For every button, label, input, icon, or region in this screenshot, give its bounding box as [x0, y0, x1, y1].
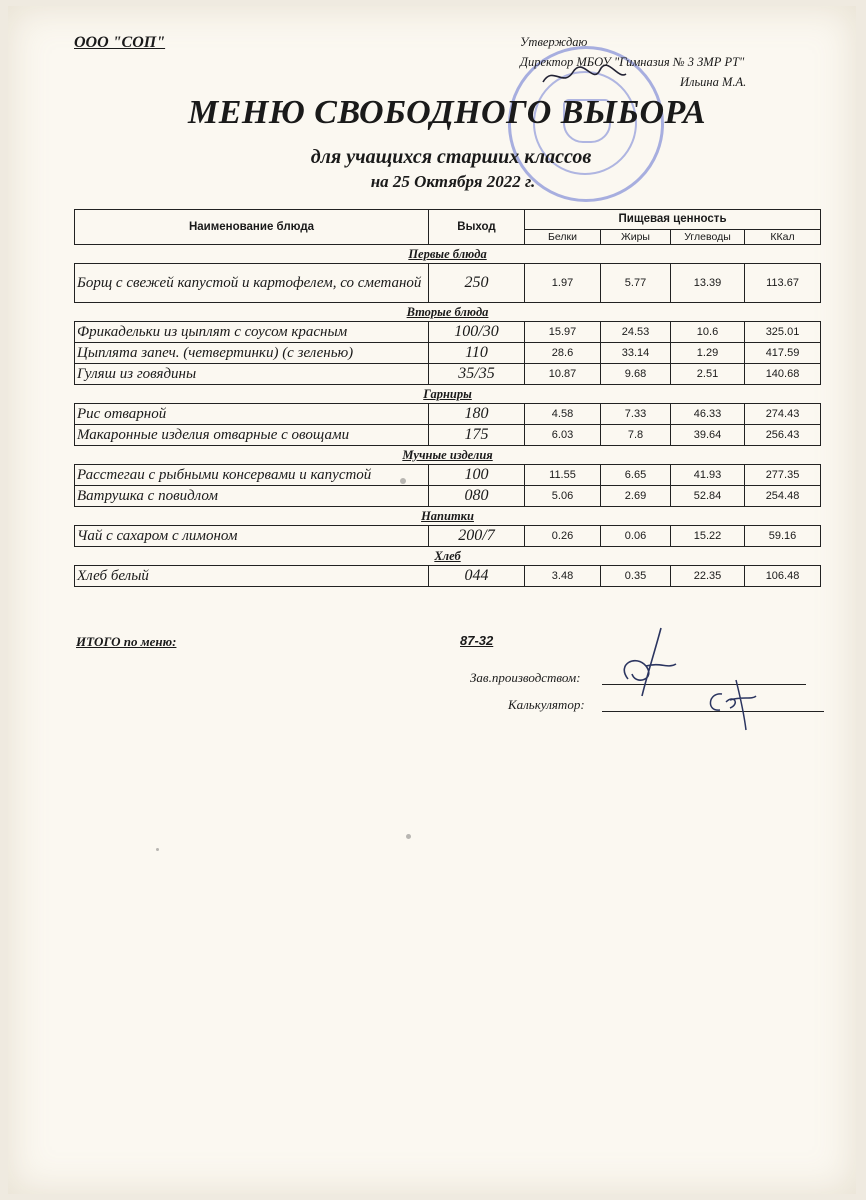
column-header-protein: Белки	[525, 229, 601, 244]
dish-name: Фрикадельки из цыплят с соусом красным	[75, 322, 429, 343]
menu-table	[74, 209, 821, 587]
dish-output: 180	[429, 404, 525, 425]
dish-kcal: 274.43	[745, 404, 821, 425]
approval-position: Директор МБОУ "Гимназия № 3 ЗМР РТ"	[520, 55, 745, 69]
dish-name: Чай с сахаром с лимоном	[75, 526, 429, 547]
section-row	[75, 507, 821, 526]
dish-name: Расстегаи с рыбными консервами и капустой	[75, 465, 429, 486]
column-header-nutrition: Пищевая ценность	[525, 210, 821, 230]
dish-protein: 0.26	[525, 526, 601, 547]
table-row	[75, 526, 821, 547]
menu-table-body	[75, 210, 821, 587]
dish-output: 100/30	[429, 322, 525, 343]
page-title: МЕНЮ СВОБОДНОГО ВЫБОРА	[188, 94, 706, 131]
dish-output: 175	[429, 425, 525, 446]
column-header-kcal: ККал	[745, 229, 821, 244]
menu-date: на 25 Октября 2022 г.	[370, 172, 536, 191]
paper-spot	[156, 848, 159, 851]
dish-carbs: 13.39	[671, 264, 745, 303]
dish-fat: 6.65	[601, 465, 671, 486]
section-title: Первые блюда	[408, 246, 487, 261]
dish-name: Хлеб белый	[75, 566, 429, 587]
production-signature-icon	[606, 624, 686, 704]
dish-output: 110	[429, 343, 525, 364]
dish-protein: 11.55	[525, 465, 601, 486]
table-row	[75, 322, 821, 343]
dish-protein: 10.87	[525, 364, 601, 385]
dish-name: Цыплята запеч. (четвертинки) (с зеленью)	[75, 343, 429, 364]
dish-protein: 28.6	[525, 343, 601, 364]
dish-fat: 24.53	[601, 322, 671, 343]
approval-block	[520, 32, 746, 92]
section-title: Вторые блюда	[406, 304, 489, 319]
column-header-carbs: Углеводы	[671, 229, 745, 244]
dish-carbs: 22.35	[671, 566, 745, 587]
table-row	[75, 486, 821, 507]
dish-name: Ватрушка с повидлом	[75, 486, 429, 507]
dish-kcal: 59.16	[745, 526, 821, 547]
dish-carbs: 39.64	[671, 425, 745, 446]
dish-kcal: 417.59	[745, 343, 821, 364]
total-value: 87-32	[460, 633, 494, 648]
table-header-row	[75, 210, 821, 230]
section-row	[75, 547, 821, 566]
dish-output: 200/7	[429, 526, 525, 547]
total-label: ИТОГО по меню:	[76, 634, 177, 649]
dish-name: Гуляш из говядины	[75, 364, 429, 385]
dish-carbs: 15.22	[671, 526, 745, 547]
dish-kcal: 277.35	[745, 465, 821, 486]
document-sheet	[8, 6, 856, 1194]
table-row	[75, 264, 821, 303]
table-row	[75, 364, 821, 385]
column-header-fat: Жиры	[601, 229, 671, 244]
table-row	[75, 343, 821, 364]
page-subtitle: для учащихся старших классов	[310, 146, 592, 168]
production-manager-label: Зав.производством:	[470, 670, 581, 685]
dish-name: Рис отварной	[75, 404, 429, 425]
dish-kcal: 140.68	[745, 364, 821, 385]
table-row	[75, 465, 821, 486]
table-row	[75, 566, 821, 587]
dish-fat: 7.8	[601, 425, 671, 446]
section-row	[75, 303, 821, 322]
section-row	[75, 385, 821, 404]
dish-protein: 1.97	[525, 264, 601, 303]
dish-carbs: 2.51	[671, 364, 745, 385]
section-title: Мучные изделия	[402, 447, 493, 462]
calculator-label: Калькулятор:	[508, 697, 585, 712]
dish-carbs: 1.29	[671, 343, 745, 364]
dish-name: Борщ с свежей капустой и картофелем, со сметаной	[75, 264, 429, 303]
column-header-name: Наименование блюда	[75, 210, 429, 245]
dish-protein: 5.06	[525, 486, 601, 507]
dish-kcal: 325.01	[745, 322, 821, 343]
dish-carbs: 10.6	[671, 322, 745, 343]
dish-fat: 33.14	[601, 343, 671, 364]
dish-protein: 6.03	[525, 425, 601, 446]
dish-kcal: 254.48	[745, 486, 821, 507]
dish-protein: 4.58	[525, 404, 601, 425]
calculator-signature-icon	[700, 674, 760, 732]
dish-carbs: 46.33	[671, 404, 745, 425]
dish-output: 080	[429, 486, 525, 507]
dish-fat: 2.69	[601, 486, 671, 507]
section-row	[75, 446, 821, 465]
dish-output: 35/35	[429, 364, 525, 385]
dish-name: Макаронные изделия отварные с овощами	[75, 425, 429, 446]
dish-fat: 5.77	[601, 264, 671, 303]
section-title: Напитки	[421, 508, 474, 523]
table-row	[75, 425, 821, 446]
dish-fat: 7.33	[601, 404, 671, 425]
dish-kcal: 113.67	[745, 264, 821, 303]
dish-carbs: 41.93	[671, 465, 745, 486]
dish-fat: 0.06	[601, 526, 671, 547]
approval-name: Ильина М.А.	[680, 75, 747, 89]
dish-fat: 9.68	[601, 364, 671, 385]
paper-spot	[406, 834, 411, 839]
dish-fat: 0.35	[601, 566, 671, 587]
dish-protein: 3.48	[525, 566, 601, 587]
section-row	[75, 245, 821, 264]
dish-output: 100	[429, 465, 525, 486]
dish-output: 044	[429, 566, 525, 587]
section-title: Гарниры	[423, 386, 472, 401]
approval-title: Утверждаю	[520, 35, 588, 49]
table-row	[75, 404, 821, 425]
dish-protein: 15.97	[525, 322, 601, 343]
paper-spot	[400, 478, 406, 484]
dish-output: 250	[429, 264, 525, 303]
section-title: Хлеб	[434, 548, 461, 563]
column-header-output: Выход	[429, 210, 525, 245]
organization-name: ООО "СОП"	[74, 34, 166, 51]
dish-kcal: 256.43	[745, 425, 821, 446]
dish-carbs: 52.84	[671, 486, 745, 507]
dish-kcal: 106.48	[745, 566, 821, 587]
